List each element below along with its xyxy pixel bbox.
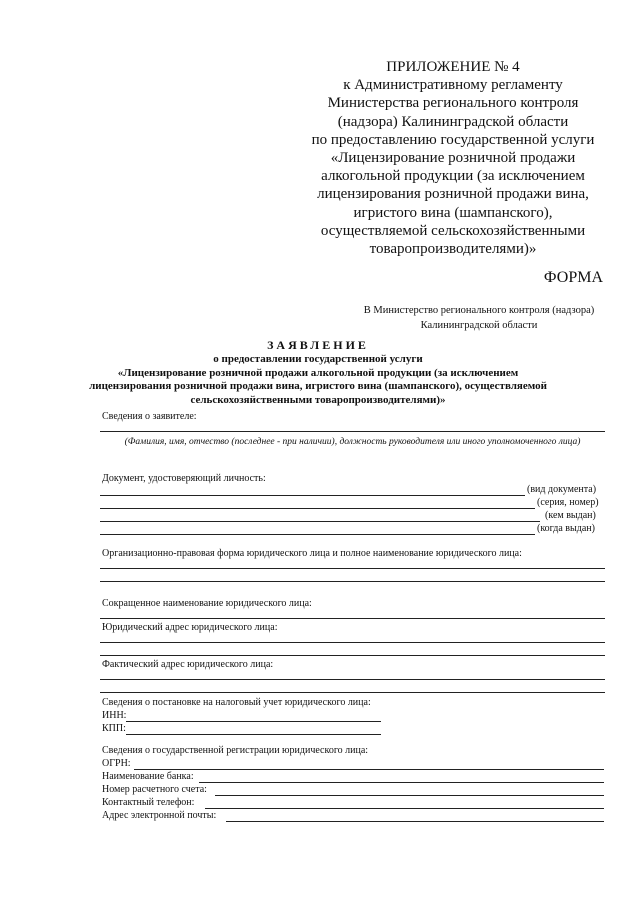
- appendix-line: игристого вина (шампанского),: [353, 204, 553, 221]
- legal-form-field-1[interactable]: [100, 568, 605, 569]
- legal-form-field-2[interactable]: [100, 581, 605, 582]
- document-issuer-caption: (кем выдан): [545, 510, 596, 521]
- form-label: ФОРМА: [543, 269, 603, 286]
- inn-field[interactable]: [126, 721, 381, 722]
- heading-line-4: сельскохозяйственными товаропроизводителями)»: [190, 394, 446, 407]
- legal-address-label: Юридический адрес юридического лица:: [102, 622, 278, 633]
- document-label: Документ, удостоверяющий личность:: [102, 473, 266, 484]
- document-date-field[interactable]: [100, 534, 535, 535]
- bank-label: Наименование банка:: [102, 771, 194, 782]
- short-name-field[interactable]: [100, 618, 605, 619]
- account-label: Номер расчетного счета:: [102, 784, 207, 795]
- legal-form-label: Организационно-правовая форма юридического лица и полное наименование юридического лица:: [102, 548, 522, 559]
- appendix-line: ПРИЛОЖЕНИЕ № 4: [386, 59, 520, 75]
- ogrn-label: ОГРН:: [102, 758, 131, 769]
- addressee-line-2: Калининградской области: [420, 320, 538, 331]
- heading-line-1: о предоставлении государственной услуги: [213, 352, 423, 365]
- applicant-hint: (Фамилия, имя, отчество (последнее - при наличии), должность руководителя или иного уполномоченного лица): [124, 437, 581, 447]
- document-date-caption: (когда выдан): [537, 523, 595, 534]
- appendix-line: (надзора) Калининградской области: [337, 113, 569, 130]
- appendix-line: «Лицензирование розничной продажи: [330, 150, 576, 167]
- appendix-line: осуществляемой сельскохозяйственными: [320, 222, 586, 239]
- email-field[interactable]: [226, 821, 604, 822]
- ogrn-field[interactable]: [134, 769, 604, 770]
- heading-line-2: «Лицензирование розничной продажи алкогольной продукции (за исключением: [117, 366, 519, 379]
- appendix-line: алкогольной продукции (за исключением: [321, 168, 585, 185]
- legal-address-field-1[interactable]: [100, 642, 605, 643]
- actual-address-field-1[interactable]: [100, 679, 605, 680]
- appendix-line: Министерства регионального контроля: [327, 95, 579, 112]
- document-number-caption: (серия, номер): [537, 497, 599, 508]
- application-title: ЗАЯВЛЕНИЕ: [267, 338, 369, 352]
- document-type-caption: (вид документа): [527, 484, 597, 495]
- heading-line-3: лицензирования розничной продажи вина, игристого вина (шампанского), осуществляемой: [89, 380, 547, 393]
- phone-label: Контактный телефон:: [102, 797, 195, 808]
- appendix-line: лицензирования розничной продажи вина,: [317, 186, 589, 203]
- appendix-block: [296, 58, 610, 258]
- addressee-line-1: В Министерство регионального контроля (надзора): [363, 305, 595, 316]
- phone-field[interactable]: [205, 808, 604, 809]
- appendix-line: по предоставлению государственной услуги: [311, 131, 595, 148]
- actual-address-field-2[interactable]: [100, 692, 605, 693]
- addressee-block: [334, 303, 624, 333]
- appendix-line: к Административному регламенту: [343, 77, 563, 94]
- registration-label: Сведения о государственной регистрации юридического лица:: [102, 745, 369, 756]
- kpp-label: КПП:: [102, 723, 126, 734]
- applicant-label: Сведения о заявителе:: [102, 411, 197, 422]
- short-name-label: Сокращенное наименование юридического лица:: [102, 598, 312, 609]
- account-field[interactable]: [215, 795, 604, 796]
- document-type-field[interactable]: [100, 495, 525, 496]
- email-label: Адрес электронной почты:: [102, 810, 217, 821]
- document-issuer-field[interactable]: [100, 521, 540, 522]
- actual-address-label: Фактический адрес юридического лица:: [102, 659, 274, 670]
- applicant-field[interactable]: [100, 431, 605, 432]
- bank-field[interactable]: [199, 782, 604, 783]
- application-heading: [88, 339, 548, 408]
- tax-label: Сведения о постановке на налоговый учет юридического лица:: [102, 697, 371, 708]
- appendix-line: товаропроизводителями)»: [369, 241, 537, 258]
- legal-address-field-2[interactable]: [100, 655, 605, 656]
- document-number-field[interactable]: [100, 508, 535, 509]
- inn-label: ИНН:: [102, 710, 127, 721]
- kpp-field[interactable]: [126, 734, 381, 735]
